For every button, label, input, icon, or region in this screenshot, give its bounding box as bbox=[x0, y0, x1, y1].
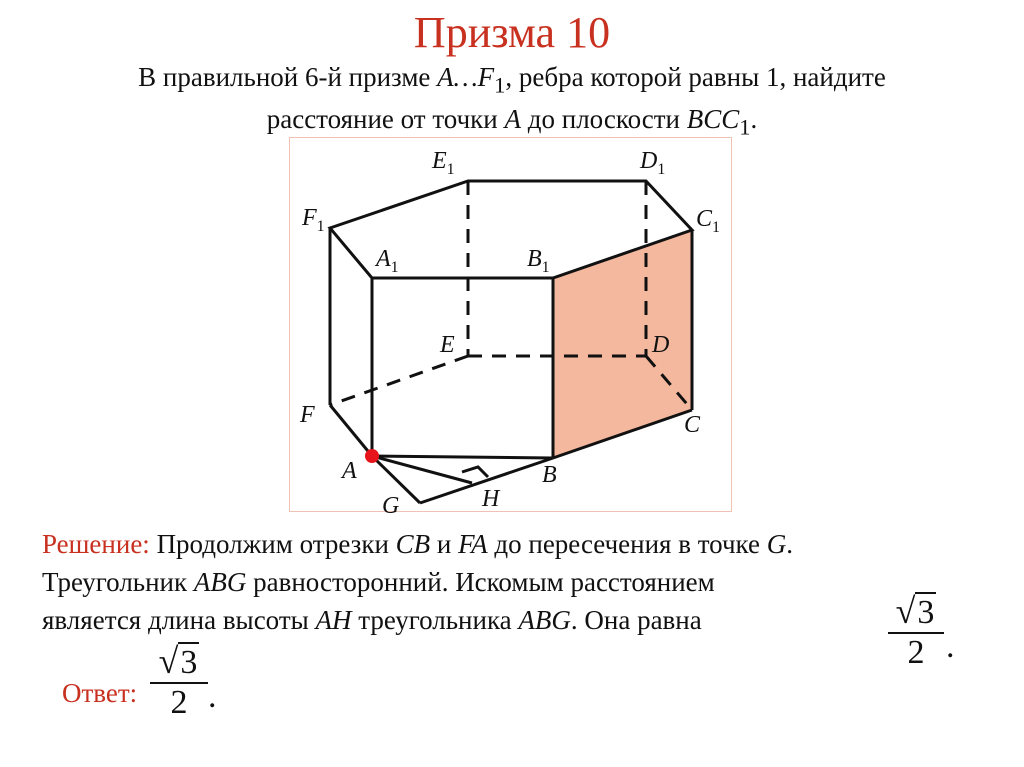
sqrt-icon: √ bbox=[895, 591, 916, 631]
label-b: B bbox=[542, 462, 557, 488]
answer-label: Ответ: bbox=[62, 678, 138, 708]
label-a1: $A_1$ bbox=[376, 246, 399, 276]
problem-statement: В правильной 6-й призме $A\dots F_1$, ребра которой равны 1, найдите расстояние от точки A до плоскости $BCC_1$. bbox=[138, 62, 886, 140]
label-f1: $F_1$ bbox=[302, 205, 325, 235]
label-e1: $E_1$ bbox=[432, 148, 455, 178]
point-a-marker bbox=[365, 449, 379, 463]
sqrt-icon: √ bbox=[158, 641, 179, 681]
edge-fa bbox=[330, 405, 372, 456]
solution-period: . bbox=[946, 628, 955, 665]
solution-text: Решение: Продолжим отрезки CB и FA до пересечения в точке G. Треугольник ABG равносторонний. Искомым расстоянием является длина высоты AH треугольника ABG. Она равна bbox=[42, 529, 793, 635]
right-angle-mark bbox=[462, 467, 488, 477]
label-e: E bbox=[440, 332, 455, 358]
label-f: F bbox=[300, 402, 315, 428]
label-c1: $C_1$ bbox=[696, 206, 721, 236]
label-d1: $D_1$ bbox=[640, 148, 666, 178]
answer-period: . bbox=[208, 678, 217, 715]
label-h: H bbox=[482, 486, 500, 512]
edge-ab bbox=[372, 456, 553, 458]
label-b1: $B_1$ bbox=[527, 246, 550, 276]
solution-fraction: √3 2 bbox=[888, 590, 944, 672]
face-bcc1b1 bbox=[553, 230, 692, 458]
label-c: C bbox=[684, 412, 701, 438]
solution-lead: Решение: bbox=[42, 529, 150, 559]
slide-title: Призма 10 bbox=[413, 8, 611, 57]
answer-fraction: √3 2 bbox=[150, 640, 208, 722]
label-a: A bbox=[342, 458, 357, 484]
label-d: D bbox=[652, 332, 670, 358]
label-g: G bbox=[382, 493, 400, 519]
edge-fe bbox=[330, 356, 468, 405]
